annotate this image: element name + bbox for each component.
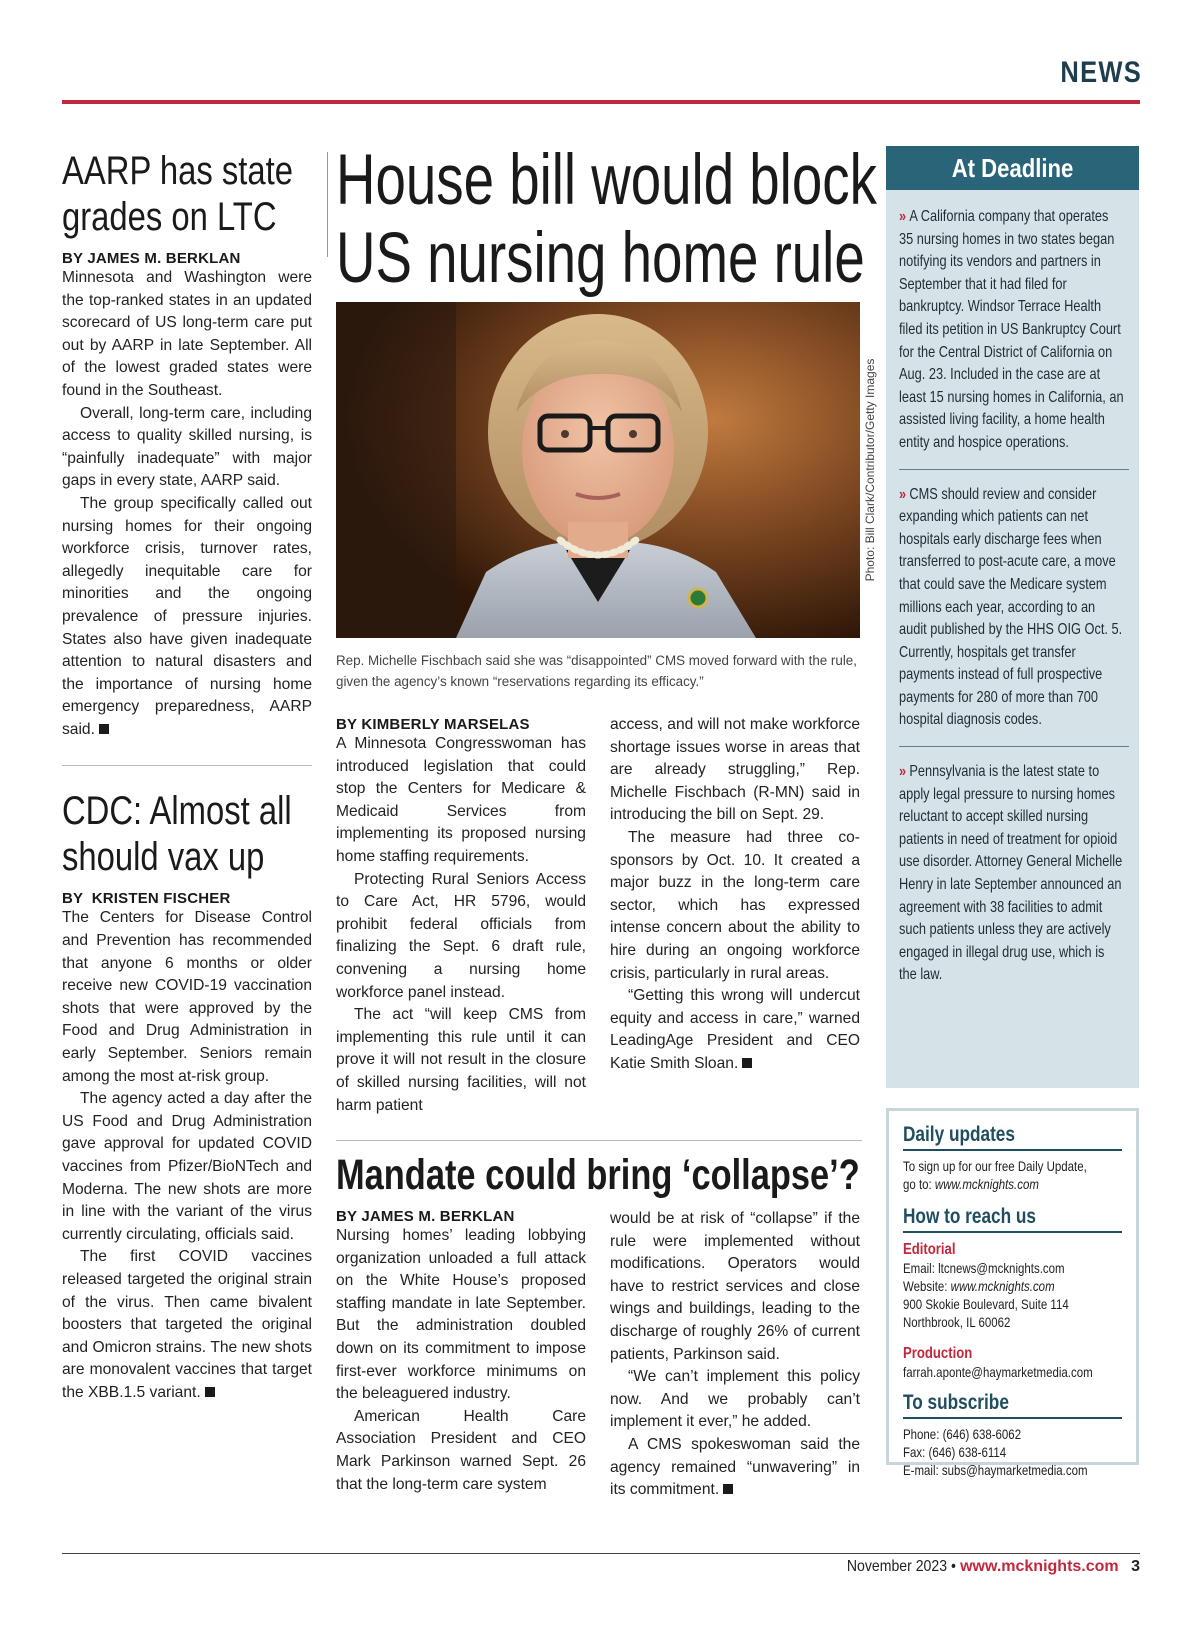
deadline-item (899, 206, 1129, 455)
subscribe-phone: Phone: (646) 638-6062 (903, 1426, 1022, 1442)
aarp-paragraph-text: The group specifically called out nursing homes for their ongoing workforce crisis, turnover rates, allegedly inequitable care for minorities and the ongoing prevalence of pressure injuries. States also have given inadequate attention to natural disasters and the importance of nursing home emergency preparedness, AARP said. (62, 494, 312, 738)
main-headline-line-1: House bill would block (336, 141, 877, 220)
production-title-text: Production (903, 1345, 973, 1362)
mid-rule (336, 1140, 862, 1141)
raquo-icon: » (899, 485, 907, 503)
mandate-paragraph-text: A CMS spokeswoman said the agency remained “unwavering” in its commitment. (610, 1435, 860, 1499)
main-paragraph (610, 985, 860, 1075)
aarp-paragraph: Minnesota and Washington were the top-ranked states in an updated scorecard of US long-term care put out by AARP in late September. All of the lowest graded states were found in the Southeast. (62, 269, 312, 399)
editorial-website-prefix: Website: (903, 1278, 951, 1294)
editorial-info (903, 1259, 1122, 1331)
reach-us-title-text: How to reach us (903, 1205, 1037, 1228)
page-number: 3 (1131, 1558, 1140, 1575)
photo-credit-text: Photo: Bill Clark/Contributor/Getty Images (863, 358, 877, 582)
column-divider (327, 152, 328, 257)
mandate-headline: Mandate could bring ‘collapse’? (336, 1151, 860, 1199)
main-byline: BY KIMBERLY MARSELAS (336, 716, 530, 733)
photo-caption: Rep. Michelle Fischbach said she was “disappointed” CMS moved forward with the rule, given the agency’s known “reservations regarding its efficacy.” (336, 653, 857, 689)
mandate-column-2 (610, 1208, 860, 1502)
cdc-paragraph (62, 1246, 312, 1404)
mandate-paragraph: Nursing homes’ leading lobbying organization unloaded a full attack on the White House’s proposed staffing mandate in late September. But the administration doubled down on its commitment to impose first-ever workforce minimums on the beleaguered industry. (336, 1227, 586, 1403)
daily-updates-line: To sign up for our free Daily Update, (903, 1158, 1087, 1174)
editorial-address-line: Northbrook, IL 60062 (903, 1314, 1011, 1330)
editorial-title (903, 1241, 1122, 1259)
daily-updates-prefix: go to: (903, 1176, 935, 1192)
main-body-col1 (336, 733, 586, 1117)
main-headline (336, 141, 877, 298)
editorial-email[interactable]: Email: ltcnews@mcknights.com (903, 1260, 1065, 1276)
main-paragraph: Protecting Rural Seniors Access to Care Act, HR 5796, would prohibit federal officials from finalizing the Sept. 6 draft rule, convening a nursing home workforce panel instead. (336, 870, 586, 1001)
left-separator (62, 765, 312, 766)
at-deadline-body (886, 190, 1139, 987)
end-mark (99, 724, 109, 734)
deadline-item-text (899, 206, 1125, 455)
mandate-paragraph: American Health Care Association President and CEO Mark Parkinson warned Sept. 26 that the long-term care system (336, 1407, 586, 1493)
subscribe-info (903, 1425, 1122, 1479)
daily-updates-title-text: Daily updates (903, 1123, 1015, 1146)
footer-date: November 2023 • (846, 1558, 956, 1575)
production-info (903, 1363, 1122, 1381)
at-deadline-header (886, 146, 1139, 190)
contact-info-box (886, 1108, 1139, 1478)
production-title (903, 1345, 1122, 1363)
cdc-paragraph: The agency acted a day after the US Food and Drug Administration gave approval for updated COVID vaccines from Pfizer/BioNTech and Moderna. The new shots are more in line with the variant of the virus currently circulating, officials said. (62, 1090, 312, 1243)
page-footer (832, 1558, 1140, 1576)
daily-updates-title (903, 1123, 1122, 1151)
main-article-column-1 (336, 716, 586, 1117)
editorial-title-text: Editorial (903, 1241, 956, 1258)
cdc-headline-line-2: should vax up (62, 835, 265, 880)
footer-rule (62, 1553, 1140, 1554)
deadline-item (899, 484, 1129, 733)
main-paragraph: The measure had three co-sponsors by Oct. 10. It created a major buzz in the long-term care sector, which has expressed intense concern about the ability to hire during an ongoing workforce crisis, particularly in rural areas. (610, 828, 860, 982)
deadline-item (899, 761, 1129, 987)
main-paragraph: A Minnesota Congresswoman has introduced legislation that could stop the Centers for Medicare & Medicaid Services from implementing its proposed nursing home staffing requirements. (336, 735, 586, 865)
photo-credit (862, 302, 878, 638)
mandate-paragraph: “We can’t implement this policy now. And we probably can’t implement it ever,” he added. (610, 1368, 860, 1431)
deadline-item-body: CMS should review and consider expanding which patients can net hospitals early discharge fees when transferred to post-acute care, a move that could save the Medicare system millions each year, according to an audit published by the HHS OIG Oct. 5. Currently, hospitals get transfer payments instead of full prospective payments for 280 of more than 700 hospital diagnosis codes. (899, 485, 1123, 729)
cdc-paragraph-text: The first COVID vaccines released targeted the original strain of the virus. Then came bivalent boosters that targeted the original and Omicron strains. The new shots are monovalent vaccines that target the XBB.1.5 variant. (62, 1248, 312, 1401)
daily-updates-text (903, 1157, 1122, 1193)
deadline-item-body: A California company that operates 35 nursing homes in two states began notifying its vendors and partners in September that it had filed for bankruptcy. Windsor Terrace Health filed its petition in US Bankruptcy Court for the Central District of California on Aug. 23. Included in the case are at least 15 nursing homes in California, an assisted living facility, a home health entity and hospice operations. (899, 208, 1124, 451)
main-paragraph: access, and will not make workforce shortage issues worse in areas that are already struggling,” Rep. Michelle Fischbach (R-MN) said in introducing the bill on Sept. 29. (610, 716, 860, 824)
reach-us-title (903, 1205, 1122, 1233)
article-cdc (62, 788, 312, 1404)
deadline-item-text (899, 761, 1125, 987)
aarp-headline-line-1: AARP has state (62, 149, 293, 193)
at-deadline-title: At Deadline (951, 153, 1074, 183)
end-mark (205, 1387, 215, 1397)
editorial-website-link[interactable]: www.mcknights.com (950, 1278, 1055, 1294)
editorial-website-line (903, 1277, 1108, 1295)
aarp-paragraph: Overall, long-term care, including access to quality skilled nursing, is “painfully inadequate” with major gaps in every state, AARP said. (62, 404, 312, 490)
mandate-paragraph (610, 1434, 860, 1502)
aarp-headline-line-2: grades on LTC (62, 195, 277, 239)
cdc-headline (62, 788, 312, 880)
main-paragraph: The act “will keep CMS from implementing this rule until it can prove it will not result in the closure of skilled nursing facilities, will not harm patient (336, 1006, 586, 1114)
mandate-byline: BY JAMES M. BERKLAN (336, 1208, 515, 1225)
main-paragraph-text: “Getting this wrong will undercut equity and access in care,” warned LeadingAge President and CEO Katie Smith Sloan. (610, 987, 860, 1072)
mandate-column-1 (336, 1208, 586, 1496)
article-aarp (62, 148, 312, 741)
deadline-item-text (899, 484, 1125, 733)
daily-updates-line (903, 1175, 1108, 1193)
main-headline-line-2: US nursing home rule (336, 219, 865, 298)
subscribe-email[interactable]: E-mail: subs@haymarketmedia.com (903, 1462, 1088, 1478)
deadline-item-body: Pennsylvania is the latest state to apply legal pressure to nursing homes reluctant to accept skilled nursing patients in need of treatment for opioid use disorder. Attorney General Michelle Henry in late September announced an agreement with 38 facilities to admit such patients unless they are actively engaged in illegal drug use, which is the law. (899, 763, 1123, 984)
raquo-icon: » (899, 208, 907, 225)
main-body-col2 (610, 714, 860, 1076)
subscribe-title (903, 1391, 1122, 1419)
article-photo (336, 302, 860, 638)
subscribe-fax: Fax: (646) 638-6114 (903, 1444, 1007, 1460)
aarp-byline: BY JAMES M. BERKLAN (62, 250, 241, 267)
editorial-address-line: 900 Skokie Boulevard, Suite 114 (903, 1296, 1069, 1312)
deadline-separator (899, 469, 1129, 470)
aarp-paragraph (62, 493, 312, 742)
mandate-paragraph: would be at risk of “collapse” if the rule were implemented without modifications. Operators would have to restrict services and close wings and buildings, leading to the discharge of roughly 26% of current patients, Parkinson said. (610, 1210, 860, 1363)
production-email[interactable]: farrah.aponte@haymarketmedia.com (903, 1364, 1093, 1380)
at-deadline-box (886, 146, 1139, 1088)
raquo-icon: » (899, 763, 907, 781)
section-label: NEWS (1060, 56, 1142, 89)
cdc-body (62, 907, 312, 1404)
cdc-byline: BY KRISTEN FISCHER (62, 890, 231, 908)
aarp-headline (62, 148, 312, 240)
cdc-headline-line-1: CDC: Almost all (62, 789, 292, 834)
mandate-body-col1 (336, 1225, 586, 1496)
subscribe-title-text: To subscribe (903, 1391, 1009, 1414)
portrait-illustration (336, 302, 860, 638)
left-column (62, 148, 312, 1405)
cdc-paragraph: The Centers for Disease Control and Prevention has recommended that anyone 6 months or older receive new COVID-19 vaccination shots that were approved by the Food and Drug Administration in early September. Seniors remain among the most at-risk group. (62, 909, 312, 1085)
footer-site-link[interactable]: www.mcknights.com (960, 1558, 1119, 1575)
end-mark (742, 1058, 752, 1068)
daily-updates-link[interactable]: www.mcknights.com (934, 1176, 1039, 1192)
aarp-body (62, 267, 312, 741)
mandate-body-col2 (610, 1208, 860, 1502)
main-article-column-2 (610, 714, 860, 1076)
deadline-separator (899, 746, 1129, 747)
end-mark (723, 1484, 733, 1494)
top-rule (62, 100, 1140, 104)
